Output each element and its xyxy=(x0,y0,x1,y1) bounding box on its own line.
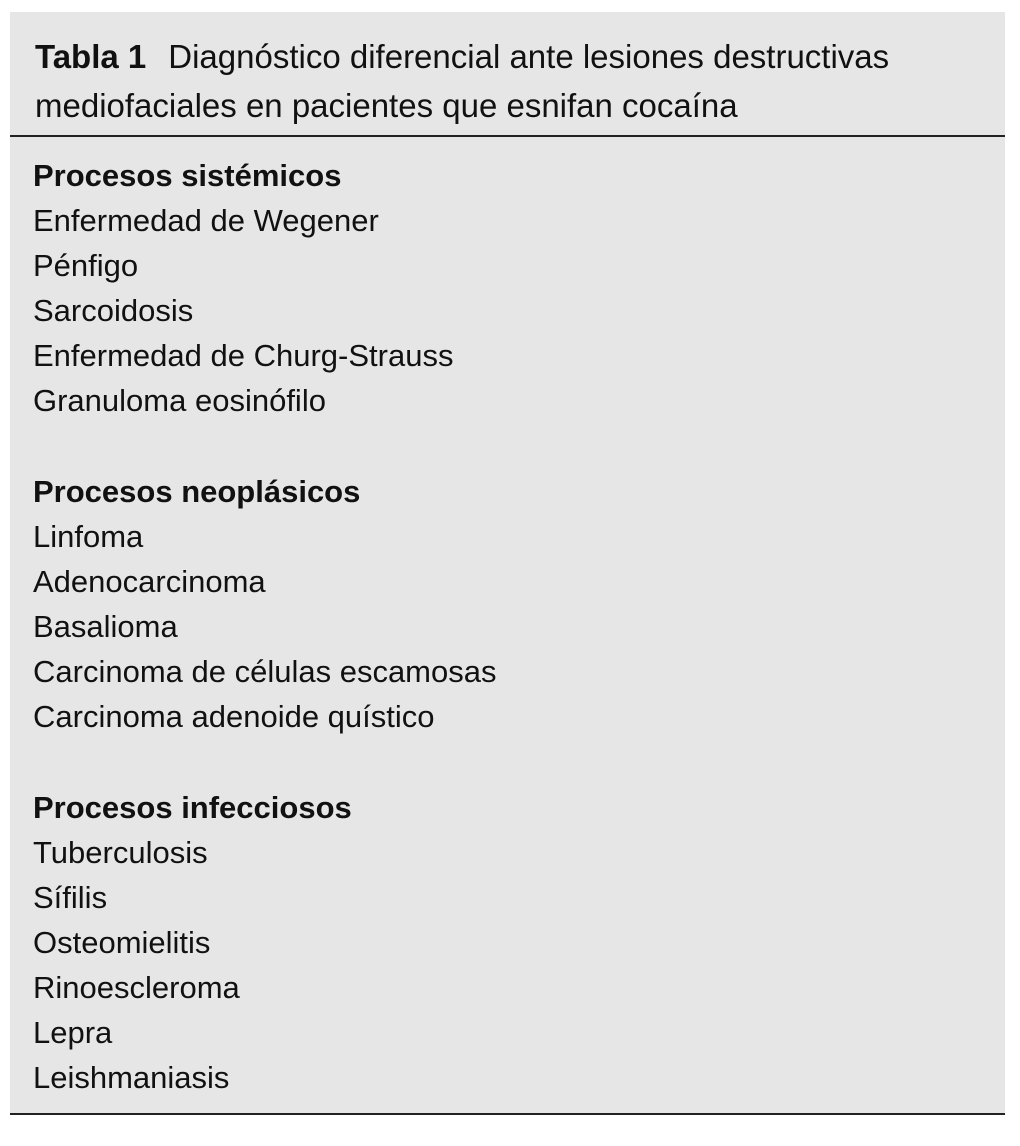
list-item: Basalioma xyxy=(33,609,178,644)
list-item: Pénfigo xyxy=(33,248,139,283)
table-title: Diagnóstico diferencial ante lesiones destructivas mediofaciales en pacientes que esnifan cocaína xyxy=(35,38,890,124)
table-panel xyxy=(10,12,1005,1115)
list-item: Osteomielitis xyxy=(33,925,211,960)
list-item: Sarcoidosis xyxy=(33,293,194,328)
list-item: Leishmaniasis xyxy=(33,1060,230,1095)
list-item: Enfermedad de Wegener xyxy=(33,203,379,238)
section-infectious xyxy=(33,785,993,1100)
list-item: Carcinoma adenoide quístico xyxy=(33,699,435,734)
list-item: Tuberculosis xyxy=(33,835,208,870)
list-item: Lepra xyxy=(33,1015,113,1050)
list-item: Adenocarcinoma xyxy=(33,564,266,599)
table-caption xyxy=(35,32,990,130)
list-item: Granuloma eosinófilo xyxy=(33,383,326,418)
table-bottom-rule xyxy=(10,1113,1005,1115)
list-item: Sífilis xyxy=(33,880,108,915)
list-item: Carcinoma de células escamosas xyxy=(33,654,497,689)
section-neoplastic xyxy=(33,469,993,739)
table-body xyxy=(33,153,993,1146)
section-systemic xyxy=(33,153,993,423)
list-item: Rinoescleroma xyxy=(33,970,240,1005)
section-heading: Procesos neoplásicos xyxy=(33,474,361,509)
section-heading: Procesos sistémicos xyxy=(33,158,342,193)
table-label: Tabla 1 xyxy=(35,38,147,75)
caption-divider xyxy=(10,135,1005,137)
section-heading: Procesos infecciosos xyxy=(33,790,352,825)
list-item: Enfermedad de Churg-Strauss xyxy=(33,338,454,373)
list-item: Linfoma xyxy=(33,519,144,554)
